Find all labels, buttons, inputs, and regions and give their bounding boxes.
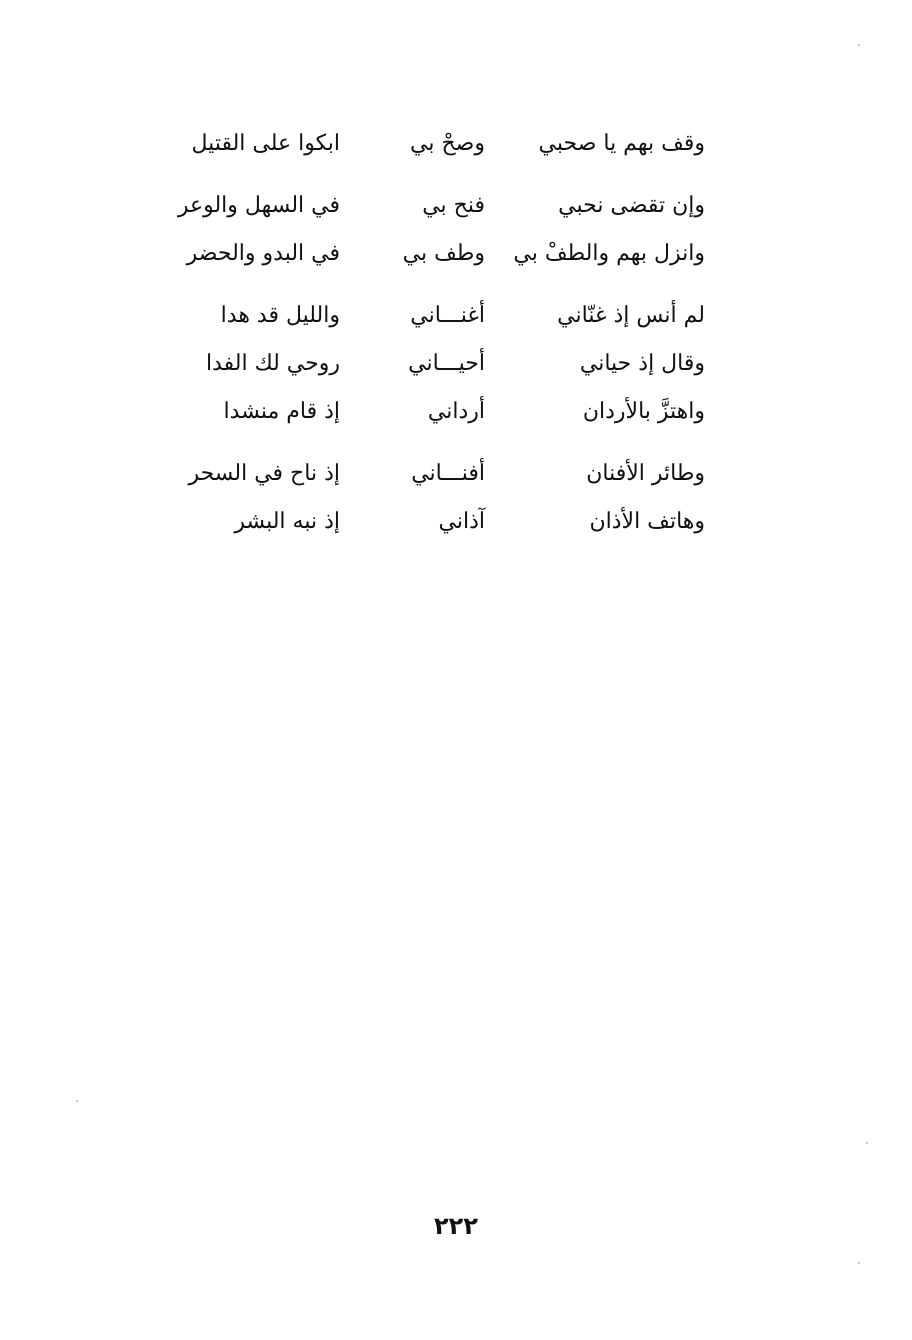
line-first-part: وهاتف الأذان	[589, 509, 705, 534]
poem	[177, 120, 705, 560]
stanza	[191, 120, 705, 168]
line-last-part: إذ ناح في السحر	[188, 461, 340, 486]
poem-line	[200, 292, 705, 340]
line-middle-part: أفنـــاني	[411, 461, 485, 486]
poem-line	[200, 340, 705, 388]
line-first-part: وإن تقضى نحبي	[558, 193, 705, 218]
stanza	[200, 292, 705, 436]
line-first-part: وطائر الأفنان	[586, 461, 705, 486]
poem-line	[200, 498, 705, 546]
poem-line	[188, 450, 705, 498]
poem-line	[191, 120, 705, 168]
line-last-part: في السهل والوعر	[177, 193, 340, 218]
line-first-part: وقال إذ حياني	[579, 351, 705, 376]
page-number: ٢٢٢	[434, 1212, 478, 1240]
line-middle-part: أرداني	[427, 399, 485, 424]
line-last-part: إذ نبه البشر	[234, 509, 340, 534]
line-first-part: واهتزَّ بالأردان	[582, 399, 705, 424]
poem-line	[177, 182, 705, 230]
line-first-part: لم أنس إذ غنّاني	[557, 303, 705, 328]
paper-speck	[76, 1100, 78, 1102]
line-last-part: والليل قد هدا	[220, 303, 340, 328]
stanza	[177, 182, 705, 278]
line-first-part: وقف بهم يا صحبي	[538, 131, 705, 156]
line-last-part: في البدو والحضر	[186, 241, 340, 266]
line-middle-part: آذاني	[438, 509, 485, 534]
line-first-part: وانزل بهم والطفْ بي	[513, 241, 705, 266]
paper-speck	[866, 1142, 868, 1144]
paper-speck	[858, 1262, 860, 1264]
line-middle-part: وطف بي	[402, 241, 485, 266]
line-last-part: ابكوا على القتيل	[191, 131, 340, 156]
line-middle-part: وصحْ بي	[410, 131, 485, 156]
stanza	[188, 450, 705, 546]
line-middle-part: أحيـــاني	[408, 351, 485, 376]
poem-line	[186, 230, 705, 278]
line-last-part: روحي لك الفدا	[205, 351, 340, 376]
line-middle-part: أغنـــاني	[410, 303, 485, 328]
paper-speck	[858, 44, 860, 46]
line-middle-part: فنح بي	[422, 193, 485, 218]
poem-line	[200, 388, 705, 436]
line-last-part: إذ قام منشدا	[223, 399, 340, 424]
